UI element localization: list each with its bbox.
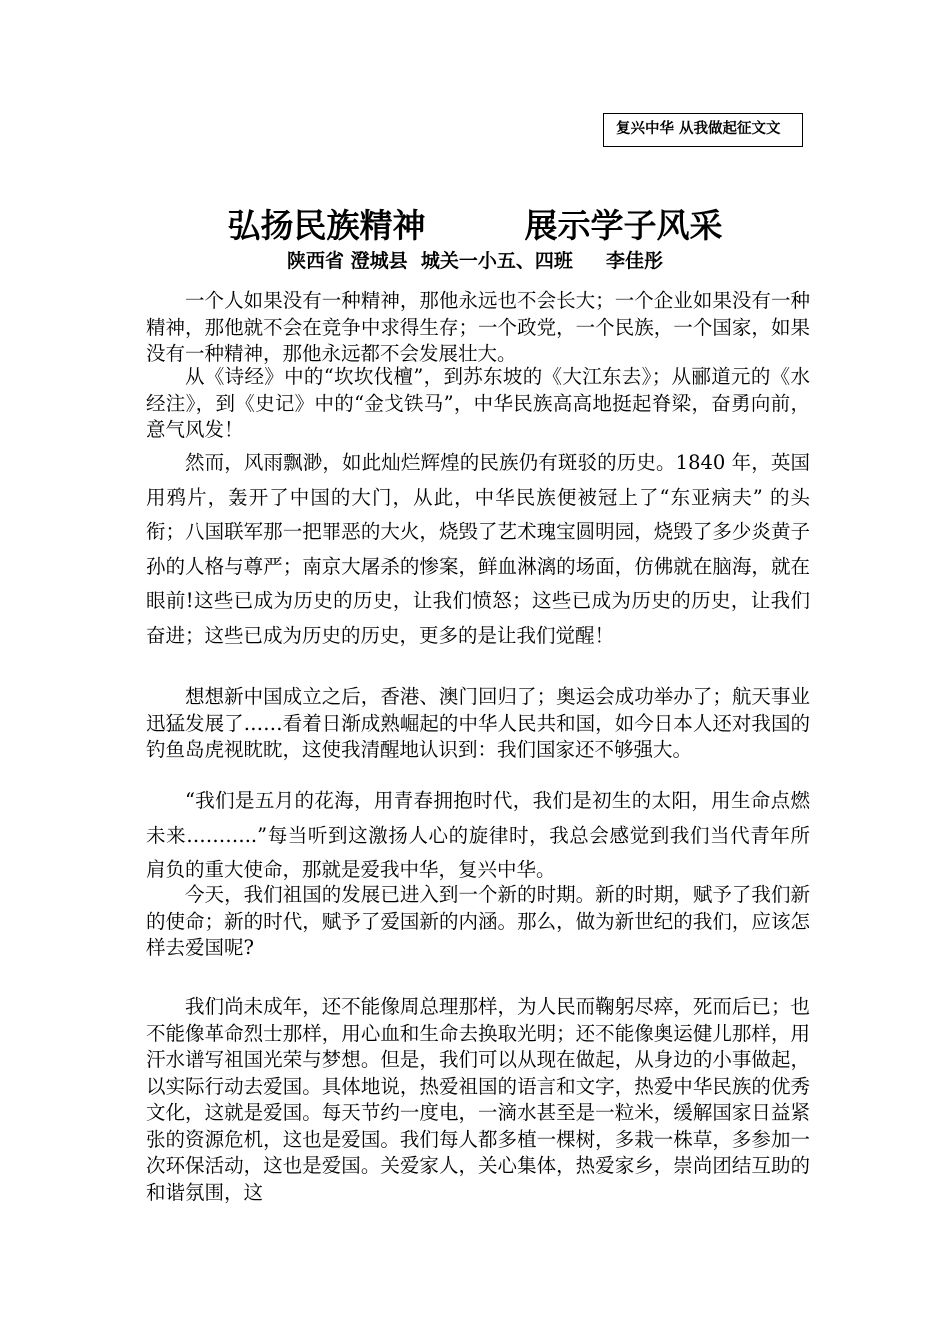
essay-title: 弘扬民族精神 展示学子风采: [227, 206, 723, 245]
paragraph-7: 我们尚未成年，还不能像周总理那样，为人民而鞠躬尽瘁，死而后已；也不能像革命烈士那样，用心血和生命去换取光明；还不能像奥运健儿那样，用汗水谱写祖国光荣与梦想。但是，我们可以从现在做起，从身边的小事做起，以实际行动去爱国。具体地说，热爱祖国的语言和文字，热爱中华民族的优秀文化，这就是爱国。每天节约一度电，一滴水甚至是一粒米，缓解国家日益紧张的资源危机，这也是爱国。我们每人都多植一棵树，多栽一株草，多参加一次环保活动，这也是爱国。关爱家人，关心集体，热爱家乡，崇尚团结互助的和谐氛围，这: [146, 995, 810, 1204]
paragraph-1: 一个人如果没有一种精神，那他永远也不会长大；一个企业如果没有一种精神，那他就不会在竞争中求得生存；一个政党，一个民族，一个国家，如果没有一种精神，那他永远都不会发展壮大。: [146, 289, 810, 365]
paragraph-3: 然而，风雨飘渺，如此灿烂辉煌的民族仍有斑驳的历史。1840 年，英国用鸦片，轰开了中国的大门，从此，中华民族便被冠上了“东亚病夫” 的头衔；八国联军那一把罪恶的大火，烧毁了艺术瑰宝圆明园，烧毁了多少炎黄子孙的人格与尊严；南京大屠杀的惨案，鲜血淋漓的场面，仿佛就在脑海，就在眼前!这些已成为历史的历史，让我们愤怒；这些已成为历史的历史，让我们奋进；这些已成为历史的历史，更多的是让我们觉醒！: [146, 451, 810, 647]
author-byline: 陕西省 澄城县 城关一小五、四班 李佳彤: [287, 250, 663, 272]
paragraph-6: 今天，我们祖国的发展已进入到一个新的时期。新的时期，赋予了我们新的使命；新的时代，赋予了爱国新的内涵。那么，做为新世纪的我们，应该怎样去爱国呢?: [146, 883, 810, 959]
paragraph-2: 从《诗经》中的“坎坎伐檀”，到苏东坡的《大江东去》；从郦道元的《水经注》，到《史记》中的“金戈铁马”，中华民族高高地挺起脊梁，奋勇向前，意气风发！: [146, 365, 810, 441]
paragraph-4: 想想新中国成立之后，香港、澳门回归了；奥运会成功举办了；航天事业迅猛发展了……看着日渐成熟崛起的中华人民共和国，如今日本人还对我国的钓鱼岛虎视眈眈，这使我清醒地认识到：我们国家还不够强大。: [146, 685, 810, 761]
paragraph-5: “我们是五月的花海，用青春拥抱时代，我们是初生的太阳，用生命点燃未来………..”每当听到这激扬人心的旋律时，我总会感觉到我们当代青年所肩负的重大使命，那就是爱我中华，复兴中华。: [146, 789, 810, 881]
essay-contest-tag: [603, 113, 803, 147]
essay-contest-tag-text: 复兴中华 从我做起征文文: [616, 121, 781, 137]
